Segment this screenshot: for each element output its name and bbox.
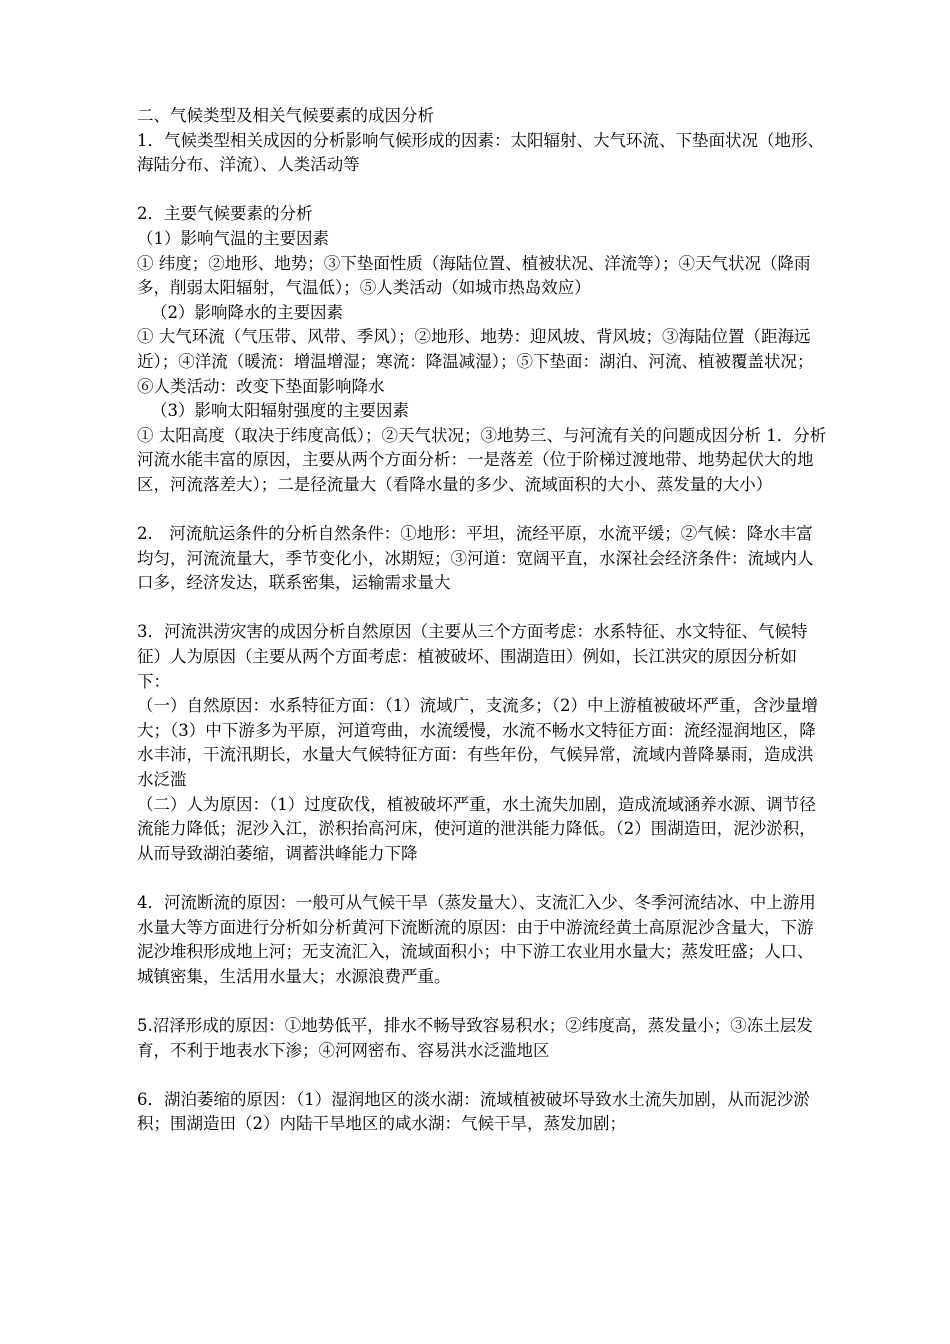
blank-line — [137, 498, 827, 523]
paragraph-temperature-factors: ① 纬度；②地形、地势；③下垫面性质（海陆位置、植被状况、洋流等）；④天气状况（降雨多，削弱太阳辐射，气温低）；⑤人类活动（如城市热岛效应） — [137, 253, 811, 298]
paragraph-lake-shrink: 6．湖泊萎缩的原因：（1）湿润地区的淡水湖：流域植被破坏导致水土流失加剧，从而泥沙淤积；围湖造田（2）内陆干旱地区的咸水湖：气候干旱，蒸发加剧； — [137, 1089, 810, 1134]
paragraph-human-causes: （二）人为原因：（1）过度砍伐，植被破坏严重，水土流失加剧，造成流域涵养水源、调节径流能力降低；泥沙入江，淤积抬高河床，使河道的泄洪能力降低。（2）围湖造田，泥沙淤积，从而导致湖泊萎缩，调蓄洪峰能力下降 — [137, 794, 816, 863]
subheading-temperature: （1）影响气温的主要因素 — [137, 228, 329, 248]
paragraph-swamp: 5.沼泽形成的原因：①地势低平，排水不畅导致容易积水；②纬度高，蒸发量小；③冻土层发育，不利于地表水下渗；④河网密布、容易洪水泛滥地区 — [137, 1015, 813, 1060]
blank-line — [137, 1063, 827, 1088]
paragraph-1: 1．气候类型相关成因的分析影响气候形成的因素：太阳辐射、大气环流、下垫面状况（地形、海陆分布、洋流）、人类活动等 — [137, 130, 824, 175]
paragraph-natural-causes: （一）自然原因：水系特征方面：（1）流域广，支流多；（2）中上游植被破坏严重，含沙量增大；（3）中下游多为平原，河道弯曲，水流缓慢，水流不畅水文特征方面：流经湿润地区，降水丰沛，干流汛期长，水量大气候特征方面：有些年份，气候异常，流域内普降暴雨，造成洪水泛滥 — [137, 696, 818, 790]
document-body — [137, 104, 827, 1137]
section-heading: 二、气候类型及相关气候要素的成因分析 — [137, 106, 434, 125]
paragraph-river-dryup: 4．河流断流的原因：一般可从气候干旱（蒸发量大）、支流汇入少、冬季河流结冰、中上游用水量大等方面进行分析如分析黄河下流断流的原因：由于中游流经黄土高原泥沙含量大，下游泥沙堆积形成地上河；无支流汇入，流域面积小；中下游工农业用水量大；蒸发旺盛；人口、城镇密集，生活用水量大；水源浪费严重。 — [137, 893, 816, 986]
paragraph-navigation: 2. 河流航运条件的分析自然条件：①地形：平坦，流经平原，水流平缓；②气候：降水丰富均匀，河流流量大，季节变化小，冰期短；③河道：宽阔平直，水深社会经济条件：流域内人口多，经济发达，联系密集，运输需求量大 — [137, 524, 814, 593]
subheading-precipitation: （2）影响降水的主要因素 — [151, 302, 343, 322]
paragraph-precipitation-factors: ① 大气环流（气压带、风带、季风）；②地形、地势：迎风坡、背风坡；③海陆位置（距海远近）；④洋流（暖流：增温增湿；寒流：降温减湿）；⑤下垫面：湖泊、河流、植被覆盖状况；⑥人类活动：改变下垫面影响降水 — [137, 327, 814, 396]
blank-line — [137, 178, 827, 203]
blank-line — [137, 596, 827, 621]
blank-line — [137, 866, 827, 891]
blank-line — [137, 989, 827, 1014]
paragraph-flood-causes: 3．河流洪涝灾害的成因分析自然原因（主要从三个方面考虑：水系特征、水文特征、气候特征）人为原因（主要从两个方面考虑：植被破坏、围湖造田）例如，长江洪灾的原因分析如下： — [137, 622, 808, 691]
paragraph-2-heading: 2．主要气候要素的分析 — [137, 204, 313, 224]
paragraph-radiation-rivers: ① 太阳高度（取决于纬度高低）；②天气状况；③地势三、与河流有关的问题成因分析 1．分析河流水能丰富的原因，主要从两个方面分析：一是落差（位于阶梯过渡地带、地势起伏大的地区，河流落差大）；二是径流量大（看降水量的多少、流域面积的大小、蒸发量的大小） — [137, 425, 827, 494]
subheading-radiation: （3）影响太阳辐射强度的主要因素 — [151, 401, 409, 421]
